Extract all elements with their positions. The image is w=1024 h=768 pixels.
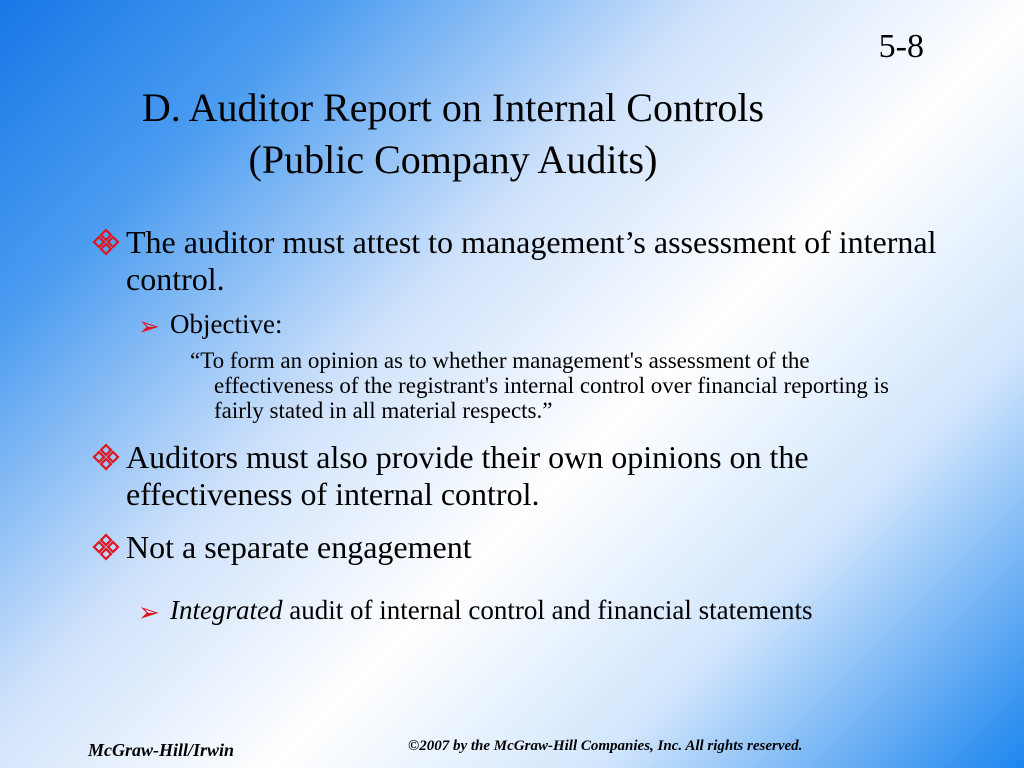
diamond-quad-bullet-icon [92, 228, 120, 256]
arrow-bullet-icon: ➢ [138, 312, 160, 341]
bullet-item [90, 224, 960, 298]
sub-bullet-item [90, 594, 960, 626]
arrow-bullet-icon: ➢ [138, 598, 160, 627]
title-line-2: (Public Company Audits) [248, 137, 658, 182]
slide-title [0, 82, 906, 186]
bullet-list [90, 224, 960, 626]
emphasis-text: Integrated [170, 595, 283, 625]
footer-publisher: McGraw-Hill/Irwin [88, 740, 235, 760]
sub-bullet-text: Objective: [170, 309, 283, 339]
diamond-quad-bullet-icon [92, 533, 120, 561]
slide-number: 5-8 [878, 28, 924, 65]
bullet-text: Not a separate engagement [126, 529, 472, 565]
bullet-text: The auditor must attest to management’s assessment of internal control. [126, 224, 937, 297]
bullet-text: Auditors must also provide their own opinions on the effectiveness of internal control. [126, 439, 809, 512]
sub-bullet-text: audit of internal control and financial statements [282, 595, 813, 625]
quote-item [90, 348, 914, 423]
title-line-1: D. Auditor Report on Internal Controls [141, 85, 765, 130]
quote-text: “To form an opinion as to whether management's assessment of the effectiveness of the registrant's internal control over financial reporting is fairly stated in all material respects.” [190, 348, 889, 423]
bullet-item [90, 439, 960, 513]
sub-bullet-item [90, 308, 960, 340]
footer-copyright: ©2007 by the McGraw-Hill Companies, Inc. All rights reserved. [408, 738, 803, 754]
bullet-item [90, 529, 960, 566]
diamond-quad-bullet-icon [92, 443, 120, 471]
